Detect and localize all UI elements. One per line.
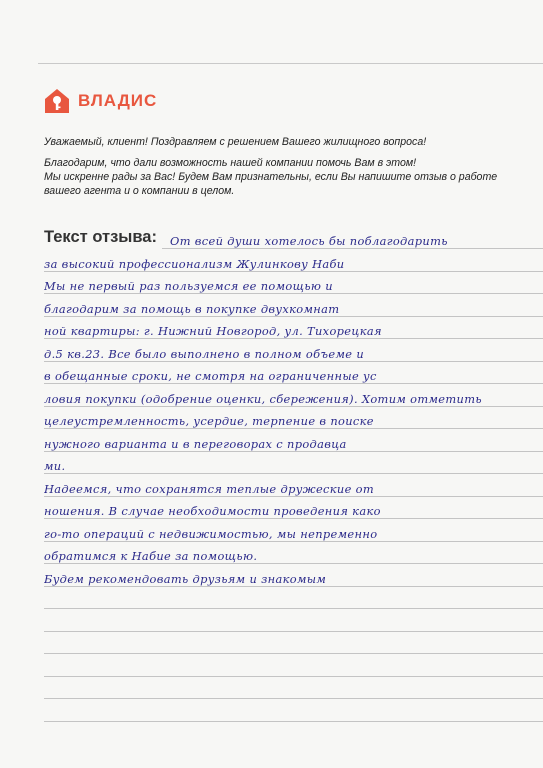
ruled-line [44, 541, 543, 542]
ruled-line [162, 248, 543, 249]
ruled-line [44, 338, 543, 339]
ruled-line [44, 383, 543, 384]
handwritten-line: Надеемся, что сохранятся теплые дружеские от [44, 481, 375, 496]
ruled-line [44, 563, 543, 564]
ruled-line [44, 496, 543, 497]
ruled-line [44, 586, 543, 587]
handwritten-line: ловия покупки (одобрение оценки, сбережения). Хотим отметить [44, 391, 482, 406]
review-ruled-lines [44, 0, 543, 768]
handwritten-line: ной квартиры: г. Нижний Новгород, ул. Тихорецкая [44, 324, 382, 338]
ruled-line [44, 698, 543, 699]
ruled-line [44, 721, 543, 722]
ruled-line [44, 631, 543, 632]
handwritten-line: Будем рекомендовать друзьям и знакомым [44, 571, 327, 586]
handwritten-line: От всей души хотелось бы поблагодарить [170, 234, 448, 248]
handwritten-line: д.5 кв.23. Все было выполнено в полном объеме и [44, 346, 365, 361]
ruled-line [44, 653, 543, 654]
handwritten-line: в обещанные сроки, не смотря на ограниченные ус [44, 369, 377, 383]
handwritten-line: Мы не первый раз пользуемся ее помощью и [44, 279, 333, 293]
handwritten-line: целеустремленность, усердие, терпение в поиске [44, 414, 374, 428]
handwritten-line: нужного варианта и в переговорах с продавца [44, 436, 347, 451]
ruled-line [44, 316, 543, 317]
ruled-line [44, 293, 543, 294]
handwritten-line: благодарим за помощь в покупке двухкомнат [44, 301, 340, 316]
ruled-line [44, 428, 543, 429]
ruled-line [44, 676, 543, 677]
handwritten-line: ми. [44, 459, 66, 473]
ruled-line [44, 406, 543, 407]
ruled-line [44, 451, 543, 452]
intro-greeting: Уважаемый, клиент! Поздравляем с решением Вашего жилищного вопроса! [44, 136, 427, 148]
review-label: Текст отзыва: [44, 228, 157, 246]
handwritten-line: ношения. В случае необходимости проведения како [44, 504, 381, 518]
handwritten-line: го-то операций с недвижимостью, мы непременно [44, 526, 378, 541]
ruled-line [44, 271, 543, 272]
ruled-line [44, 518, 543, 519]
ruled-line [44, 361, 543, 362]
intro-request: Мы искренне рады за Вас! Будем Вам признательны, если Вы напишите отзыв о работе вашего агента и о компании в целом. [44, 171, 498, 197]
ruled-line [44, 608, 543, 609]
ruled-line [44, 473, 543, 474]
handwritten-line: обратимся к Набие за помощью. [44, 549, 258, 563]
brand-name: ВЛАДИС [78, 91, 158, 110]
handwritten-line: за высокий профессионализм Жулинкову Наби [44, 256, 345, 271]
intro-thanks: Благодарим, что дали возможность нашей компании помочь Вам в этом! [44, 157, 417, 169]
